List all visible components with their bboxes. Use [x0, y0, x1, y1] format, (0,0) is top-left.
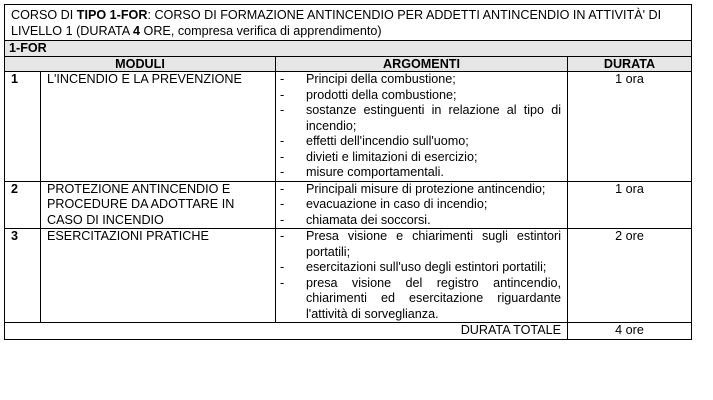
topic-item — [280, 134, 563, 150]
column-header-moduli: MODULI — [5, 57, 276, 72]
topic-item — [280, 260, 563, 276]
topic-item — [280, 150, 563, 166]
table-row — [5, 181, 692, 229]
topic-item — [280, 72, 563, 88]
dash-bullet: - — [280, 134, 285, 148]
column-header-argomenti: ARGOMENTI — [276, 57, 568, 72]
title-hours-bold: 4 — [133, 24, 141, 38]
title-text-1: CORSO DI — [11, 8, 77, 22]
module-duration: 2 ore — [568, 229, 692, 323]
topic-item — [280, 182, 563, 198]
dash-bullet: - — [280, 275, 285, 290]
topic-item — [280, 165, 563, 181]
module-topics — [276, 72, 568, 182]
dash-bullet: - — [280, 229, 285, 243]
topic-text: Presa visione e chiarimenti sugli estintori portatili; — [306, 229, 561, 259]
dash-bullet: - — [280, 72, 285, 86]
topic-item — [280, 276, 563, 323]
module-topics — [276, 181, 568, 229]
topic-item — [280, 197, 563, 213]
module-number: 1 — [5, 72, 41, 182]
module-topics — [276, 229, 568, 323]
module-number: 2 — [5, 181, 41, 229]
title-type-bold: TIPO 1-FOR — [76, 8, 148, 22]
dash-bullet: - — [280, 181, 285, 196]
title-text-3: ORE, compresa verifica di apprendimento) — [140, 24, 382, 38]
topic-text: Principi della combustione; — [306, 72, 456, 86]
dash-bullet: - — [280, 165, 285, 179]
course-code-row — [5, 41, 692, 57]
table-row — [5, 72, 692, 182]
course-table — [4, 4, 692, 340]
module-duration: 1 ora — [568, 181, 692, 229]
course-document — [4, 4, 691, 340]
total-row — [5, 323, 692, 340]
column-header-durata: DURATA — [568, 57, 692, 72]
column-header-row — [5, 57, 692, 72]
topic-text: effetti dell'incendio sull'uomo; — [306, 134, 469, 148]
topic-text: Principali misure di protezione antincendio; — [306, 181, 546, 196]
dash-bullet: - — [280, 103, 285, 117]
topic-item — [280, 229, 563, 260]
table-row — [5, 229, 692, 323]
module-title: ESERCITAZIONI PRATICHE — [41, 229, 276, 323]
dash-bullet: - — [280, 260, 285, 274]
course-code: 1-FOR — [5, 41, 692, 57]
dash-bullet: - — [280, 87, 285, 102]
topic-text: evacuazione in caso di incendio; — [306, 197, 488, 211]
dash-bullet: - — [280, 212, 285, 227]
topic-text: chiamata dei soccorsi. — [306, 212, 431, 227]
title-text-2: : CORSO DI FORMAZIONE ANTINCENDIO PER ADDETTI ANTINCENDIO IN ATTIVITÀ' DI LIVELLO 1 (DURATA — [11, 8, 662, 38]
module-title: L'INCENDIO E LA PREVENZIONE — [41, 72, 276, 182]
module-duration: 1 ora — [568, 72, 692, 182]
topic-text: sostanze estinguenti in relazione al tipo di incendio; — [306, 103, 561, 133]
topic-text: prodotti della combustione; — [306, 87, 457, 102]
topic-text: esercitazioni sull'uso degli estintori portatili; — [306, 260, 547, 274]
course-header-row — [5, 5, 692, 41]
dash-bullet: - — [280, 149, 285, 164]
dash-bullet: - — [280, 197, 285, 211]
topic-text: presa visione del registro antincendio, chiarimenti ed esercitazione riguardante l'attività di sorveglianza. — [306, 275, 561, 321]
topic-item — [280, 88, 563, 104]
topic-item — [280, 103, 563, 134]
total-label: DURATA TOTALE — [5, 323, 568, 340]
topic-text: misure comportamentali. — [306, 165, 444, 179]
course-title — [5, 5, 692, 41]
topic-item — [280, 213, 563, 229]
module-title: PROTEZIONE ANTINCENDIO E PROCEDURE DA ADOTTARE IN CASO DI INCENDIO — [41, 181, 276, 229]
topic-text: divieti e limitazioni di esercizio; — [306, 149, 478, 164]
total-value: 4 ore — [568, 323, 692, 340]
module-number: 3 — [5, 229, 41, 323]
